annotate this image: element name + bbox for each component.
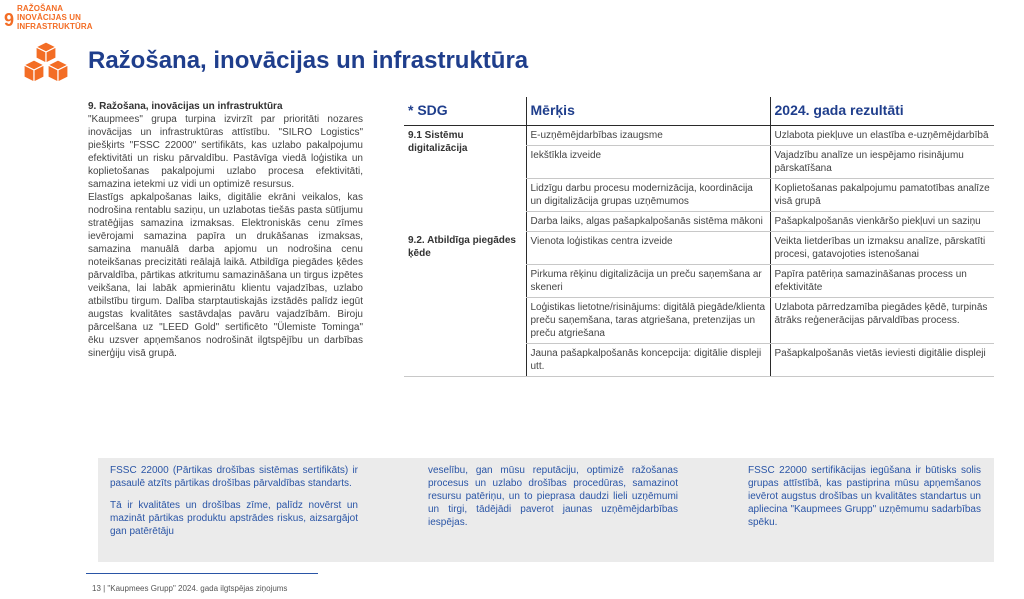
goal-cell: Lidzīgu darbu procesu modernizācija, koordinācija un digitalizācija grupas uzņēmumos bbox=[526, 178, 770, 211]
sdg-badge-line: INOVĀCIJAS UN bbox=[17, 13, 81, 22]
goal-cell: Loģistikas lietotne/risinājums: digitālā piegāde/klienta preču saņemšana, taras atgriešana, pretenzijas un preču atgriešana bbox=[526, 297, 770, 343]
sdg-results-table bbox=[404, 97, 994, 377]
section-heading: 9. Ražošana, inovācijas un infrastruktūra bbox=[88, 101, 283, 112]
result-cell: Papīra patēriņa samazināšanas process un efektivitāte bbox=[770, 264, 994, 297]
goal-cell: E-uzņēmējdarbības izaugsme bbox=[526, 125, 770, 145]
info-column bbox=[748, 464, 981, 538]
result-cell: Pašapkalpošanās vienkāršo piekļuvi un saziņu bbox=[770, 211, 994, 231]
page-footer: 13 | "Kaupmees Grupp" 2024. gada ilgtspējas ziņojums bbox=[92, 584, 288, 593]
info-paragraph: veselību, gan mūsu reputāciju, optimizē ražošanas procesus un uzlabo drošības procedūras, samazinot resursu patēriņu, un to pieprasa daudzi lieli uzņēmumi un tirgi, tādējādi paverot jaunas uzņēmējdarbības iespējas. bbox=[428, 465, 678, 528]
fssc-info-box bbox=[98, 458, 994, 562]
sdg9-cubes-icon bbox=[20, 40, 72, 86]
header-goal: Mērķis bbox=[526, 97, 770, 125]
intro-text bbox=[88, 100, 363, 360]
header-sdg: * SDG bbox=[404, 97, 526, 125]
intro-paragraph: "Kaupmees" grupa turpina izvirzīt par prioritāti nozares inovācijas un infrastruktūras attīstību. "SILRO Logistics" piešķirts "FSSC 22000" sertifikāts, kas uzlabo pakalpojumu efektivitāti un risku pārvaldību. Pastāvīga viedā loģistika un koplietošanas pakalpojumi uzlabo procesa efektivitāti, samazina ietekmi uz vidi un optimizē resursus. bbox=[88, 114, 363, 190]
result-cell: Uzlabota pārredzamība piegādes ķēdē, turpinās ātrāks reģenerācijas pārvaldības process. bbox=[770, 297, 994, 343]
result-cell: Veikta lietderības un izmaksu analīze, pārskatīti procesi, gatavojoties istenošanai bbox=[770, 231, 994, 264]
goal-cell: Iekštīkla izveide bbox=[526, 145, 770, 178]
result-cell: Uzlabota piekļuve un elastība e-uzņēmējdarbībā bbox=[770, 125, 994, 145]
info-column bbox=[110, 464, 358, 547]
info-paragraph: Tā ir kvalitātes un drošības zīme, palīdz novērst un mazināt pārtikas produktu apstrādes riskus, aizsargājot gan patērētāju bbox=[110, 500, 358, 537]
goal-cell: Pirkuma rēķinu digitalizācija un preču saņemšana ar skeneri bbox=[526, 264, 770, 297]
result-cell: Pašapkalpošanās vietās ieviesti digitālie displeji bbox=[770, 343, 994, 376]
sdg9-badge bbox=[4, 2, 114, 42]
info-paragraph: FSSC 22000 (Pārtikas drošības sistēmas sertifikāts) ir pasaulē atzīts pārtikas drošības pārvaldības standarts. bbox=[110, 465, 358, 489]
category-cell: 9.2. Atbildīga piegādes ķēde bbox=[404, 231, 526, 376]
info-column bbox=[428, 464, 678, 538]
goal-cell: Vienota loģistikas centra izveide bbox=[526, 231, 770, 264]
sdg-badge-number: 9 bbox=[4, 10, 15, 30]
goal-cell: Jauna pašapkalpošanās koncepcija: digitālie displeji utt. bbox=[526, 343, 770, 376]
goal-cell: Darba laiks, algas pašapkalpošanās sistēma mākoni bbox=[526, 211, 770, 231]
info-paragraph: FSSC 22000 sertifikācijas iegūšana ir būtisks solis grupas attīstībā, kas pastiprina mūsu apņemšanos ievērot augstus drošības un kvalitātes standartus un apliecina "Kaupmees Grupp" uzņēmumu sadarbības spēku. bbox=[748, 465, 981, 528]
sdg-badge-line: RAŽOŠANA bbox=[17, 4, 64, 13]
result-cell: Vajadzību analīze un iespējamo risinājumu pārskatīšana bbox=[770, 145, 994, 178]
category-cell: 9.1 Sistēmu digitalizācija bbox=[408, 129, 468, 154]
result-cell: Koplietošanas pakalpojumu pamatotības analīze visā grupā bbox=[770, 178, 994, 211]
header-results: 2024. gada rezultāti bbox=[770, 97, 994, 125]
table-row bbox=[404, 231, 994, 264]
sdg-badge-line: INFRASTRUKTŪRA bbox=[17, 22, 93, 31]
table-row bbox=[404, 125, 994, 145]
intro-paragraph: Elastīgs apkalpošanas laiks, digitālie ekrāni veikalos, kas nodrošina rentablu saziņu, un uzlabotas tiešās pasta sūtījumu stratēģijas samazina izmaksas. Elektroniskās cenu zīmes ievērojami samazina papīra un drukāšanas izmaksas, samazina manuālā darba apjomu un nodrošina cenu noteikšanas precizitāti reālajā laikā. Atbildīga piegādes ķēdes pārvaldība, pārtikas atkritumu samazināšana un tirgus izpētes veikšana, lai labāk apmierinātu klientu vajadzības, uzlabo atbilstību tirgum. Dalība starptautiskajās izstādēs palīdz iegūt augstas kvalitātes sastāvdaļas pavāru vajadzībām. Biroju pārcelšana uz "LEED Gold" sertificēto "Ülemiste Tominga" ēku uzsver apņemšanos nodrošināt ilgtspējību un darbības sinerģiju visā grupā. bbox=[88, 192, 363, 359]
footer-divider bbox=[86, 573, 318, 574]
page-title: Ražošana, inovācijas un infrastruktūra bbox=[88, 47, 529, 74]
sdg-badge-label bbox=[17, 4, 93, 31]
table-header-row bbox=[404, 97, 994, 125]
